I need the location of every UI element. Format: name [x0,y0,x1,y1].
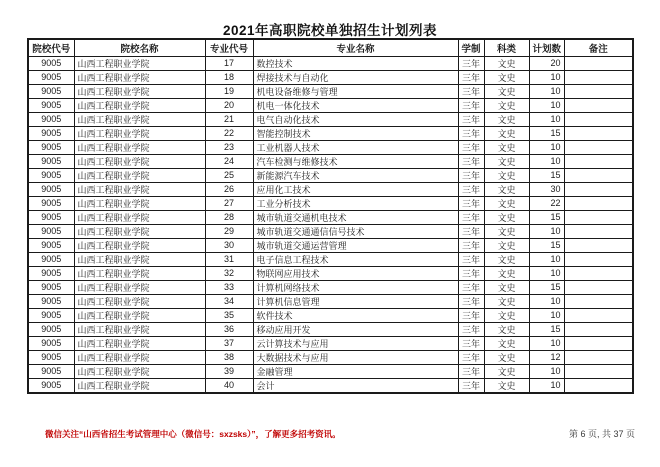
column-header: 专业代号 [205,39,253,56]
table-cell: 移动应用开发 [253,322,458,336]
table-cell: 山西工程职业学院 [74,238,205,252]
table-cell: 山西工程职业学院 [74,56,205,70]
table-cell: 26 [205,182,253,196]
table-cell: 文史 [484,182,529,196]
table-cell: 焊接技术与自动化 [253,70,458,84]
table-cell [564,210,633,224]
table-cell [564,154,633,168]
table-cell: 文史 [484,112,529,126]
table-cell [564,182,633,196]
table-cell: 文史 [484,350,529,364]
column-header: 科类 [484,39,529,56]
table-cell: 40 [205,378,253,393]
table-cell: 山西工程职业学院 [74,70,205,84]
table-cell: 31 [205,252,253,266]
table-cell: 文史 [484,98,529,112]
table-cell: 三年 [458,322,484,336]
table-cell: 文史 [484,294,529,308]
table-cell: 三年 [458,266,484,280]
table-cell: 9005 [28,84,74,98]
table-cell: 24 [205,154,253,168]
table-cell: 机电一体化技术 [253,98,458,112]
table-row [28,56,633,70]
table-cell: 10 [529,224,564,238]
table-cell [564,98,633,112]
table-row [28,336,633,350]
table-cell [564,168,633,182]
table-cell: 33 [205,280,253,294]
table-row [28,154,633,168]
table-cell [564,350,633,364]
table-cell: 9005 [28,112,74,126]
table-cell: 21 [205,112,253,126]
table-row [28,70,633,84]
table-cell: 39 [205,364,253,378]
table-cell: 三年 [458,98,484,112]
table-cell: 30 [205,238,253,252]
table-cell: 山西工程职业学院 [74,126,205,140]
table-cell: 文史 [484,196,529,210]
table-cell: 文史 [484,154,529,168]
table-cell: 会计 [253,378,458,393]
table-cell: 文史 [484,56,529,70]
table-cell: 9005 [28,364,74,378]
table-row [28,196,633,210]
table-cell: 山西工程职业学院 [74,84,205,98]
table-cell: 大数据技术与应用 [253,350,458,364]
table-cell: 15 [529,126,564,140]
table-cell: 山西工程职业学院 [74,252,205,266]
table-cell: 工业分析技术 [253,196,458,210]
table-cell: 10 [529,378,564,393]
table-cell: 文史 [484,168,529,182]
table-cell: 9005 [28,266,74,280]
table-cell: 文史 [484,364,529,378]
table-cell: 20 [529,56,564,70]
table-cell: 9005 [28,168,74,182]
table-cell: 山西工程职业学院 [74,280,205,294]
table-cell: 9005 [28,140,74,154]
table-cell: 9005 [28,238,74,252]
table-cell: 城市轨道交通通信信号技术 [253,224,458,238]
table-cell: 三年 [458,210,484,224]
page-number: 第 6 页, 共 37 页 [568,429,635,439]
table-cell: 15 [529,168,564,182]
table-cell: 37 [205,336,253,350]
table-cell [564,84,633,98]
table-cell: 文史 [484,70,529,84]
table-cell: 9005 [28,280,74,294]
table-cell: 三年 [458,378,484,393]
table-cell: 山西工程职业学院 [74,224,205,238]
column-header: 计划数 [529,39,564,56]
table-cell: 9005 [28,56,74,70]
table-cell: 山西工程职业学院 [74,140,205,154]
column-header: 备注 [564,39,633,56]
table-row [28,168,633,182]
table-cell: 文史 [484,266,529,280]
table-cell: 三年 [458,56,484,70]
table-cell: 三年 [458,224,484,238]
table-cell: 数控技术 [253,56,458,70]
table-cell: 三年 [458,350,484,364]
table-row [28,210,633,224]
column-header: 学制 [458,39,484,56]
table-cell: 云计算技术与应用 [253,336,458,350]
table-row [28,98,633,112]
table-cell [564,322,633,336]
table-row [28,252,633,266]
table-cell: 9005 [28,322,74,336]
table-cell: 三年 [458,364,484,378]
table-cell: 城市轨道交通机电技术 [253,210,458,224]
table-cell: 9005 [28,224,74,238]
table-cell: 9005 [28,126,74,140]
enrollment-plan-table [27,38,634,394]
table-cell: 15 [529,280,564,294]
table-cell: 10 [529,364,564,378]
page-title: 2021年高职院校单独招生计划列表 [222,23,438,38]
column-header: 院校名称 [74,39,205,56]
table-row [28,280,633,294]
table-cell: 文史 [484,252,529,266]
table-row [28,322,633,336]
table-cell: 10 [529,294,564,308]
table-cell: 10 [529,140,564,154]
table-cell [564,280,633,294]
table-cell: 9005 [28,70,74,84]
table-cell: 金融管理 [253,364,458,378]
table-cell [564,294,633,308]
table-cell: 山西工程职业学院 [74,350,205,364]
table-cell [564,238,633,252]
table-row [28,350,633,364]
table-cell: 三年 [458,140,484,154]
table-cell: 10 [529,252,564,266]
table-row [28,224,633,238]
table-row [28,266,633,280]
table-cell: 智能控制技术 [253,126,458,140]
table-cell: 15 [529,322,564,336]
table-cell: 27 [205,196,253,210]
table-cell: 20 [205,98,253,112]
table-cell: 9005 [28,294,74,308]
table-cell: 文史 [484,140,529,154]
table-cell [564,56,633,70]
table-cell: 三年 [458,182,484,196]
table-cell: 10 [529,308,564,322]
table-cell: 山西工程职业学院 [74,322,205,336]
table-cell: 15 [529,238,564,252]
table-cell: 文史 [484,322,529,336]
table-cell: 9005 [28,252,74,266]
table-cell: 软件技术 [253,308,458,322]
table-cell [564,70,633,84]
table-cell [564,266,633,280]
table-cell: 文史 [484,378,529,393]
table-cell: 22 [529,196,564,210]
table-cell: 山西工程职业学院 [74,336,205,350]
table-cell [564,140,633,154]
table-cell: 10 [529,336,564,350]
table-cell: 10 [529,84,564,98]
table-cell: 34 [205,294,253,308]
table-row [28,182,633,196]
table-cell: 9005 [28,98,74,112]
table-row [28,238,633,252]
table-cell: 山西工程职业学院 [74,210,205,224]
table-cell: 山西工程职业学院 [74,98,205,112]
table-cell: 三年 [458,126,484,140]
table-row [28,378,633,393]
table-row [28,364,633,378]
table-cell: 物联网应用技术 [253,266,458,280]
column-header: 专业名称 [253,39,458,56]
table-cell: 三年 [458,70,484,84]
table-cell: 22 [205,126,253,140]
table-cell: 文史 [484,238,529,252]
table-cell: 36 [205,322,253,336]
table-cell: 三年 [458,294,484,308]
table-cell: 山西工程职业学院 [74,308,205,322]
table-row [28,308,633,322]
table-cell: 机电设备维修与管理 [253,84,458,98]
table-cell: 应用化工技术 [253,182,458,196]
table-cell: 9005 [28,154,74,168]
table-row [28,126,633,140]
table-cell: 三年 [458,336,484,350]
table-cell: 计算机网络技术 [253,280,458,294]
table-cell: 山西工程职业学院 [74,112,205,126]
table-cell [564,252,633,266]
table-cell [564,126,633,140]
table-cell: 9005 [28,196,74,210]
table-cell: 三年 [458,280,484,294]
table-cell: 三年 [458,112,484,126]
table-cell: 28 [205,210,253,224]
table-cell: 新能源汽车技术 [253,168,458,182]
table-cell: 电子信息工程技术 [253,252,458,266]
table-cell: 山西工程职业学院 [74,294,205,308]
table-cell: 三年 [458,154,484,168]
table-cell: 文史 [484,280,529,294]
table-cell: 9005 [28,336,74,350]
table-row [28,112,633,126]
table-cell: 32 [205,266,253,280]
table-cell: 电气自动化技术 [253,112,458,126]
table-row [28,294,633,308]
table-cell: 山西工程职业学院 [74,364,205,378]
table-cell: 12 [529,350,564,364]
table-cell: 9005 [28,350,74,364]
table-cell: 山西工程职业学院 [74,154,205,168]
table-cell: 文史 [484,336,529,350]
table-cell: 三年 [458,252,484,266]
table-cell [564,364,633,378]
table-cell [564,112,633,126]
table-cell: 29 [205,224,253,238]
table-cell: 山西工程职业学院 [74,378,205,393]
table-cell: 三年 [458,168,484,182]
table-cell: 文史 [484,210,529,224]
table-cell: 9005 [28,378,74,393]
table-cell [564,336,633,350]
table-cell: 文史 [484,308,529,322]
table-cell: 10 [529,112,564,126]
table-cell [564,224,633,238]
table-cell: 三年 [458,84,484,98]
header-row [28,39,633,56]
table-cell: 汽车检测与维修技术 [253,154,458,168]
table-cell: 10 [529,70,564,84]
table-cell: 19 [205,84,253,98]
table-cell: 三年 [458,196,484,210]
table-cell: 10 [529,266,564,280]
wechat-notice: 微信关注“山西省招生考试管理中心（微信号：sxzsks）”，了解更多招考资讯。 [45,429,341,439]
table-header [28,39,633,56]
table-cell: 35 [205,308,253,322]
table-cell: 山西工程职业学院 [74,266,205,280]
table-cell: 38 [205,350,253,364]
table-cell: 三年 [458,238,484,252]
table-cell: 10 [529,98,564,112]
table-cell [564,378,633,393]
table-cell [564,196,633,210]
table-cell: 9005 [28,182,74,196]
table-cell: 9005 [28,210,74,224]
table-cell: 18 [205,70,253,84]
table-cell: 10 [529,154,564,168]
table-body [28,56,633,393]
table-row [28,140,633,154]
table-cell: 23 [205,140,253,154]
table-cell: 工业机器人技术 [253,140,458,154]
table-cell: 山西工程职业学院 [74,168,205,182]
table-cell: 城市轨道交通运营管理 [253,238,458,252]
column-header: 院校代号 [28,39,74,56]
table-cell: 三年 [458,308,484,322]
table-cell: 17 [205,56,253,70]
table-cell: 文史 [484,126,529,140]
table-row [28,84,633,98]
table-cell: 山西工程职业学院 [74,196,205,210]
table-cell: 15 [529,210,564,224]
table-cell: 文史 [484,224,529,238]
table-cell: 30 [529,182,564,196]
table-cell: 25 [205,168,253,182]
table-cell: 9005 [28,308,74,322]
table-cell: 文史 [484,84,529,98]
table-cell [564,308,633,322]
table-cell: 山西工程职业学院 [74,182,205,196]
table-cell: 计算机信息管理 [253,294,458,308]
